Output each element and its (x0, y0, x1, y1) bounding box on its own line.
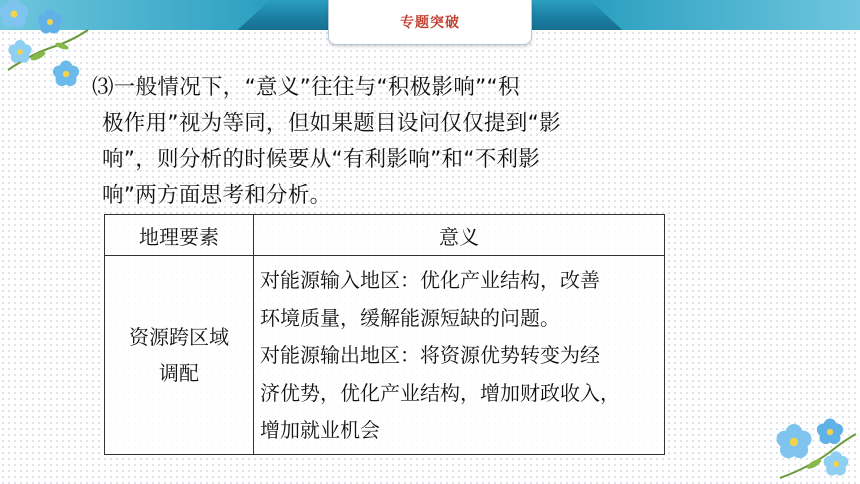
flower-blossom-icon (8, 40, 31, 63)
paragraph-line: 极作用”视为等同，但如果题目设问仅仅提到“影 (102, 111, 561, 136)
meaning-line: 环境质量，缓解能源短缺的问题。 (260, 305, 560, 330)
paragraph-line: 响”，则分析的时候要从“有利影响”和“不利影 (102, 147, 541, 172)
paragraph-line: ⑶一般情况下，“意义”往往与“积极影响”“积 (92, 75, 520, 100)
explanation-paragraph (92, 70, 692, 214)
forget-me-not-flower-cluster-icon (0, 0, 95, 100)
flower-blossom-icon (38, 9, 63, 33)
paragraph-line: 响”两方面思考和分析。 (102, 183, 332, 208)
table-row (105, 256, 665, 455)
meaning-line: 对能源输出地区：将资源优势转变为经 (260, 343, 600, 367)
forget-me-not-flower-cluster-icon (770, 412, 860, 484)
factor-line: 资源跨区域 (129, 324, 229, 349)
flower-blossom-icon (817, 419, 843, 445)
factor-cell (105, 256, 254, 455)
slide-title-tab (328, 0, 532, 45)
column-header-meaning: 意义 (254, 215, 665, 256)
meaning-cell (254, 256, 665, 455)
header-bar-right-accent (590, 0, 860, 30)
flower-blossom-icon (776, 424, 811, 458)
meaning-line: 对能源输入地区：优化产业结构，改善 (260, 268, 600, 292)
table-header-row (105, 215, 665, 256)
meaning-line: 增加就业机会 (260, 418, 380, 442)
meaning-line: 济优势，优化产业结构，增加财政收入， (260, 380, 620, 405)
column-header-factor: 地理要素 (105, 215, 254, 256)
slide-title: 专题突破 (400, 15, 460, 31)
flower-blossom-icon (53, 61, 79, 87)
geography-factor-table (104, 214, 665, 455)
factor-line: 调配 (159, 360, 199, 385)
flower-blossom-icon (0, 0, 29, 28)
